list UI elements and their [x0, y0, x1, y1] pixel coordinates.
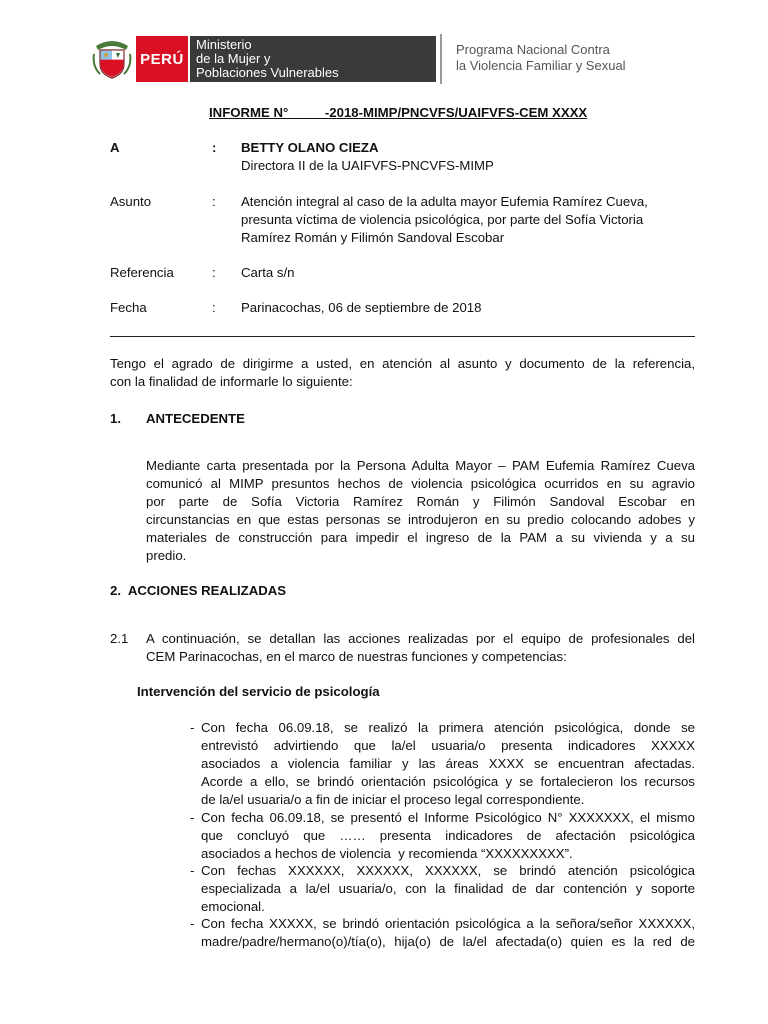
section-1-number: 1.	[110, 411, 121, 426]
bullet-line: que concluyó que …… presenta indicadores de afectación psicológica	[201, 828, 695, 843]
date-label: Fecha	[110, 300, 147, 315]
bullet-line: Con fechas XXXXXX, XXXXXX, XXXXXX, se brindó atención psicológica	[201, 863, 695, 878]
date-value: Parinacochas, 06 de septiembre de 2018	[241, 300, 482, 315]
bullet-line: asociados a hechos de violencia y recomienda “XXXXXXXXX”.	[201, 846, 573, 861]
bullet-marker: -	[190, 916, 195, 931]
subject-line: Atención integral al caso de la adulta mayor Eufemia Ramírez Cueva,	[241, 194, 648, 209]
section-1-line: predio.	[146, 548, 187, 563]
to-name: BETTY OLANO CIEZA	[241, 140, 379, 155]
report-title: INFORME N° -2018-MIMP/PNCVFS/UAIFVFS-CEM XXXX	[209, 105, 588, 120]
letterhead	[92, 34, 652, 84]
ministry-line: Ministerio	[196, 37, 252, 52]
ministry-line: de la Mujer y	[196, 51, 271, 66]
subject-line: presunta víctima de violencia psicológica, por parte del Sofía Victoria	[241, 212, 644, 227]
subsection-2-1-number: 2.1	[110, 631, 129, 646]
bullet-marker: -	[190, 863, 195, 878]
reference-colon: :	[212, 265, 216, 280]
psychology-heading: Intervención del servicio de psicología	[137, 684, 380, 699]
subject-label: Asunto	[110, 194, 152, 209]
national-coat-of-arms-icon	[92, 36, 132, 80]
section-1-line: comunicó al MIMP presuntos hechos de violencia psicológica ocurridos en su agravio	[146, 476, 695, 491]
to-colon: :	[212, 140, 217, 155]
program-name-block	[456, 42, 626, 74]
section-1-heading: ANTECEDENTE	[146, 411, 245, 426]
bullet-line: Con fecha XXXXX, se brindó orientación psicológica a la señora/señor XXXXXX,	[201, 916, 695, 931]
subsection-2-1-line: A continuación, se detallan las acciones realizadas por el equipo de profesionales del	[146, 631, 695, 646]
date-colon: :	[212, 300, 216, 315]
ministry-line: Poblaciones Vulnerables	[196, 65, 339, 80]
reference-value: Carta s/n	[241, 265, 295, 280]
to-label: A	[110, 140, 120, 155]
bullet-line: emocional.	[201, 899, 265, 914]
bullet-line: madre/padre/hermano(o)/tía(o), hija(o) de la/el afectada(o) quien es la red de	[201, 934, 695, 949]
section-1-line: Mediante carta presentada por la Persona Adulta Mayor – PAM Eufemia Ramírez Cueva	[146, 458, 695, 473]
intro-line: Tengo el agrado de dirigirme a usted, en atención al asunto y documento de la referencia,	[110, 356, 695, 371]
peru-label: PERÚ	[140, 50, 184, 68]
ministry-name-block	[190, 36, 436, 82]
bullet-marker: -	[190, 810, 195, 825]
section-1-line: circunstancias en que estas personas se introdujeron en su predio colocando adobes y	[146, 512, 695, 527]
bullet-line: Con fecha 06.09.18, se presentó el Informe Psicológico N° XXXXXXX, el mismo	[201, 810, 695, 825]
bullet-line: asociados a violencia familiar y las áreas XXXX se encuentran afectadas.	[201, 756, 695, 771]
bullet-line: Acorde a ello, se brindó orientación psicológica y se fortalecieron los recursos	[201, 774, 695, 789]
subsection-2-1-line: CEM Parinacochas, en el marco de nuestras funciones y competencias:	[146, 649, 567, 664]
bullet-marker: -	[190, 720, 195, 735]
header-separator-line	[110, 336, 695, 337]
section-1-line: por parte de Sofía Victoria Ramírez Román y Filimón Sandoval Escobar en	[146, 494, 695, 509]
intro-line: con la finalidad de informarle lo siguiente:	[110, 374, 353, 389]
header-divider	[440, 34, 442, 84]
bullet-line: de la/el usuaria/o a fin de iniciar el proceso legal correspondiente.	[201, 792, 585, 807]
program-line: la Violencia Familiar y Sexual	[456, 58, 626, 73]
bullet-line: especializada a la/el usuaria/o, con la finalidad de dar contención y soporte	[201, 881, 695, 896]
section-1-line: materiales de construcción para impedir el ingreso de la PAM a su vivienda y a su	[146, 530, 695, 545]
subject-colon: :	[212, 194, 216, 209]
peru-brand-block	[136, 36, 188, 82]
to-role: Directora II de la UAIFVFS-PNCVFS-MIMP	[241, 158, 494, 173]
bullet-line: entrevistó advirtiendo que la/el usuaria/o presenta indicadores XXXXX	[201, 738, 695, 753]
program-line: Programa Nacional Contra	[456, 42, 610, 57]
reference-label: Referencia	[110, 265, 174, 280]
bullet-line: Con fecha 06.09.18, se realizó la primera atención psicológica, donde se	[201, 720, 695, 735]
section-2-heading: 2. ACCIONES REALIZADAS	[110, 583, 287, 598]
subject-line: Ramírez Román y Filimón Sandoval Escobar	[241, 230, 505, 245]
